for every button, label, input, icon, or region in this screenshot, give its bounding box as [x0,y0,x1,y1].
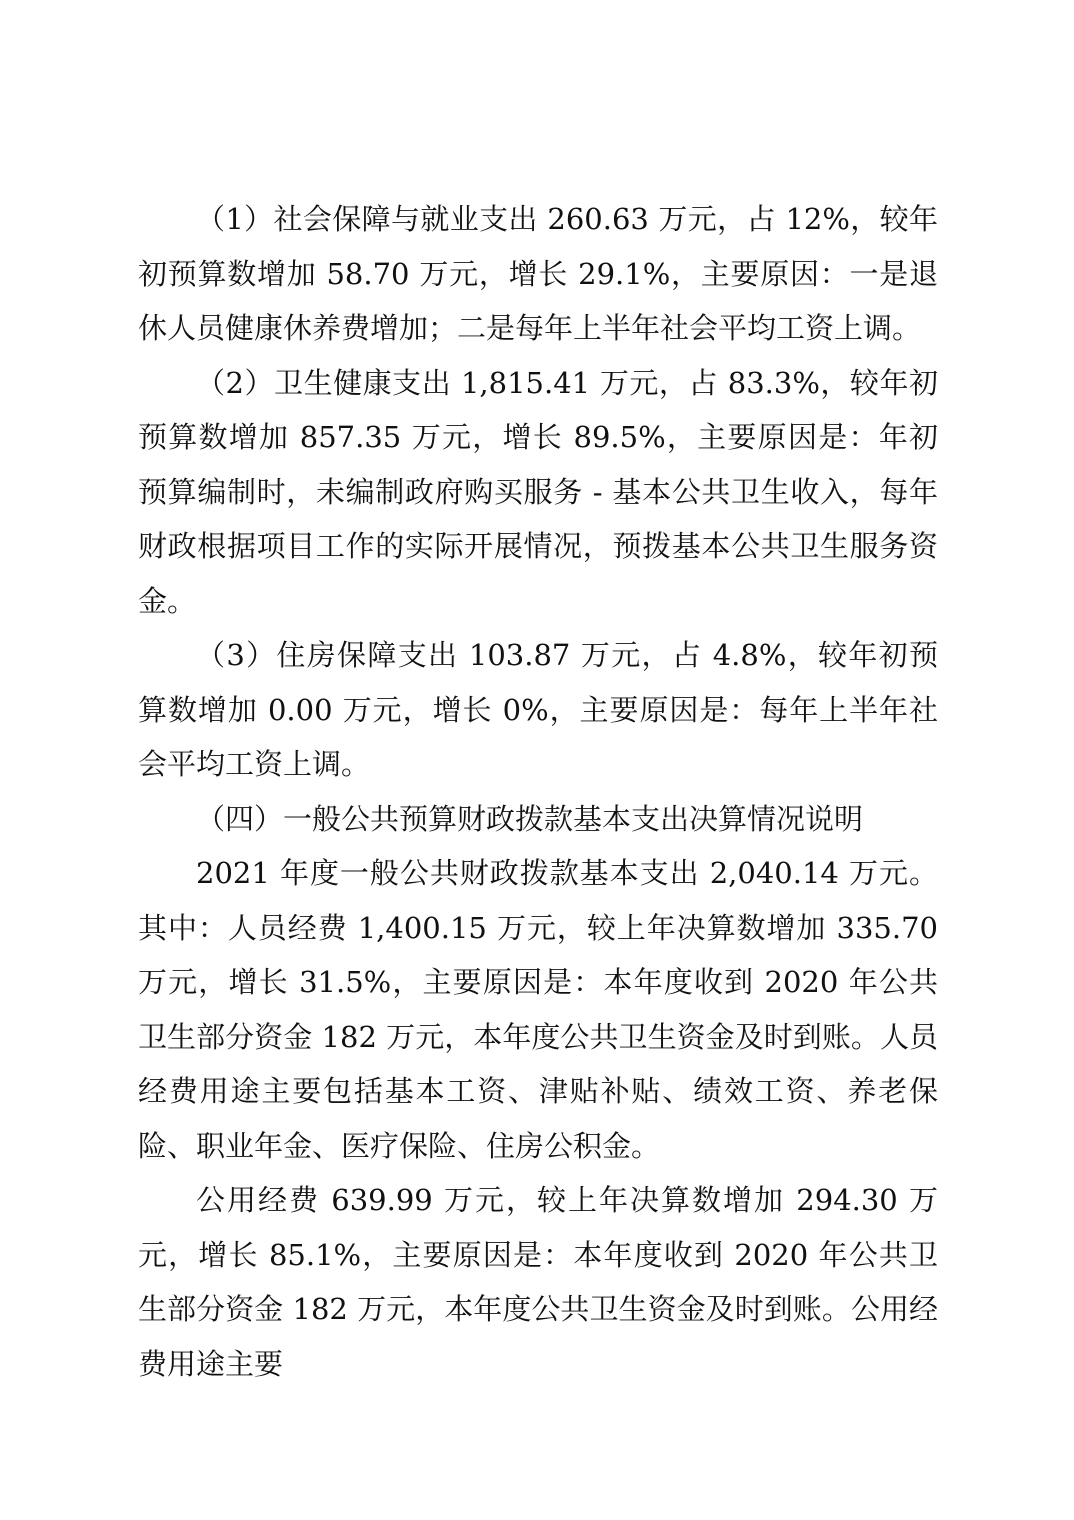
paragraph-housing: （3）住房保障支出 103.87 万元，占 4.8%，较年初预算数增加 0.00 万元，增长 0%，主要原因是：每年上半年社会平均工资上调。 [138,638,938,781]
paragraph-public-funds: 公用经费 639.99 万元，较上年决算数增加 294.30 万元，增长 85.1%，主要原因是：本年度收到 2020 年公共卫生部分资金 182 万元，本年度公共卫生资金及时到账。公用经费用途主要 [138,1183,938,1381]
document-body [138,192,938,1391]
paragraph-basic-expenditure: 2021 年度一般公共财政拨款基本支出 2,040.14 万元。其中：人员经费 1,400.15 万元，较上年决算数增加 335.70 万元，增长 31.5%，主要原因是：本年度收到 2020 年公共卫生部分资金 182 万元，本年度公共卫生资金及时到账。人员经费用途主要包括基本工资、津贴补贴、绩效工资、养老保险、职业年金、医疗保险、住房公积金。 [138,856,938,1163]
section-heading: （四）一般公共预算财政拨款基本支出决算情况说明 [196,801,864,836]
paragraph-social-security: （1）社会保障与就业支出 260.63 万元，占 12%，较年初预算数增加 58.70 万元，增长 29.1%，主要原因：一是退休人员健康休养费增加；二是每年上半年社会平均工资上调。 [138,202,938,345]
paragraph-health: （2）卫生健康支出 1,815.41 万元，占 83.3%，较年初预算数增加 857.35 万元，增长 89.5%，主要原因是：年初预算编制时，未编制政府购买服务 - 基本公共卫生收入，每年财政根据项目工作的实际开展情况，预拨基本公共卫生服务资金。 [138,365,938,618]
